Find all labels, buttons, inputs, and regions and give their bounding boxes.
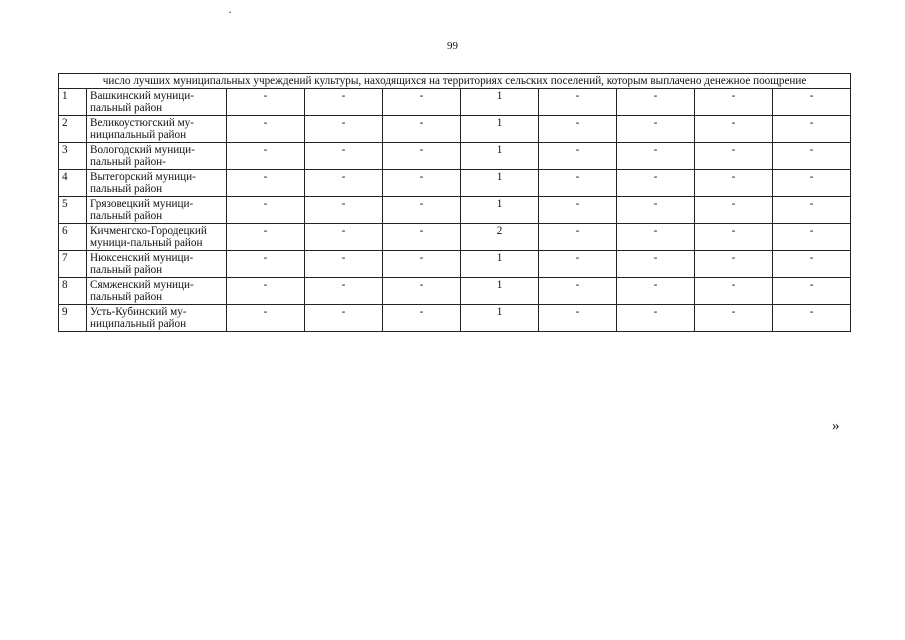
value-cell: - — [383, 170, 461, 197]
row-number: 5 — [59, 197, 87, 224]
district-name: Великоустюгский му-ниципальный район — [87, 116, 227, 143]
value-cell: - — [383, 143, 461, 170]
district-name: Кичменгско-Городецкий муници-пальный район — [87, 224, 227, 251]
value-cell: - — [227, 116, 305, 143]
district-name: Вологодский муници-пальный район- — [87, 143, 227, 170]
page-mark: · — [228, 5, 232, 19]
value-cell: - — [773, 170, 851, 197]
table-row — [59, 278, 851, 305]
row-number: 8 — [59, 278, 87, 305]
value-cell: 1 — [461, 170, 539, 197]
value-cell: - — [305, 224, 383, 251]
value-cell: - — [617, 251, 695, 278]
value-cell: 1 — [461, 89, 539, 116]
page-number: 99 — [447, 40, 458, 52]
row-number: 3 — [59, 143, 87, 170]
row-number: 4 — [59, 170, 87, 197]
data-table — [58, 73, 851, 332]
value-cell: - — [539, 278, 617, 305]
value-cell: - — [773, 116, 851, 143]
value-cell: 2 — [461, 224, 539, 251]
value-cell: - — [539, 89, 617, 116]
row-number: 6 — [59, 224, 87, 251]
value-cell: - — [383, 89, 461, 116]
table-row — [59, 89, 851, 116]
district-name: Сямженский муници-пальный район — [87, 278, 227, 305]
closing-quote: » — [832, 418, 840, 434]
value-cell: - — [617, 278, 695, 305]
value-cell: - — [695, 143, 773, 170]
value-cell: 1 — [461, 278, 539, 305]
value-cell: - — [383, 305, 461, 332]
value-cell: - — [773, 224, 851, 251]
table-body — [59, 74, 851, 332]
value-cell: - — [617, 170, 695, 197]
value-cell: - — [305, 197, 383, 224]
value-cell: - — [617, 143, 695, 170]
value-cell: - — [695, 89, 773, 116]
value-cell: - — [617, 305, 695, 332]
table-row — [59, 197, 851, 224]
value-cell: - — [773, 89, 851, 116]
value-cell: - — [695, 305, 773, 332]
value-cell: - — [305, 305, 383, 332]
value-cell: - — [383, 278, 461, 305]
district-name: Вашкинский муници-пальный район — [87, 89, 227, 116]
value-cell: - — [539, 197, 617, 224]
value-cell: - — [305, 116, 383, 143]
value-cell: - — [539, 224, 617, 251]
value-cell: - — [773, 305, 851, 332]
value-cell: - — [695, 116, 773, 143]
value-cell: - — [305, 278, 383, 305]
row-number: 1 — [59, 89, 87, 116]
value-cell: - — [227, 305, 305, 332]
district-name: Нюксенский муници-пальный район — [87, 251, 227, 278]
value-cell: - — [227, 197, 305, 224]
value-cell: - — [539, 170, 617, 197]
value-cell: - — [539, 143, 617, 170]
value-cell: 1 — [461, 116, 539, 143]
value-cell: - — [773, 197, 851, 224]
value-cell: - — [305, 251, 383, 278]
table-row — [59, 170, 851, 197]
value-cell: - — [695, 278, 773, 305]
value-cell: - — [383, 224, 461, 251]
value-cell: - — [695, 170, 773, 197]
row-number: 7 — [59, 251, 87, 278]
table-header: число лучших муниципальных учреждений культуры, находящихся на территориях сельских поселений, которым выплачено денежное поощрение — [59, 74, 851, 89]
value-cell: - — [305, 143, 383, 170]
value-cell: - — [617, 224, 695, 251]
value-cell: - — [227, 170, 305, 197]
value-cell: - — [227, 251, 305, 278]
table-row — [59, 251, 851, 278]
value-cell: - — [383, 116, 461, 143]
table-row — [59, 143, 851, 170]
district-name: Усть-Кубинский му-ниципальный район — [87, 305, 227, 332]
district-name: Грязовецкий муници-пальный район — [87, 197, 227, 224]
value-cell: - — [227, 278, 305, 305]
value-cell: - — [383, 197, 461, 224]
value-cell: - — [227, 89, 305, 116]
value-cell: 1 — [461, 143, 539, 170]
value-cell: - — [695, 251, 773, 278]
value-cell: - — [539, 305, 617, 332]
value-cell: - — [539, 251, 617, 278]
value-cell: - — [227, 143, 305, 170]
value-cell: - — [227, 224, 305, 251]
value-cell: - — [773, 251, 851, 278]
district-name: Вытегорский муници-пальный район — [87, 170, 227, 197]
table-row — [59, 224, 851, 251]
row-number: 9 — [59, 305, 87, 332]
table-header-row — [59, 74, 851, 89]
value-cell: - — [539, 116, 617, 143]
value-cell: - — [773, 143, 851, 170]
value-cell: - — [305, 170, 383, 197]
value-cell: - — [305, 89, 383, 116]
value-cell: 1 — [461, 197, 539, 224]
value-cell: - — [617, 197, 695, 224]
value-cell: - — [617, 89, 695, 116]
row-number: 2 — [59, 116, 87, 143]
value-cell: 1 — [461, 305, 539, 332]
value-cell: - — [773, 278, 851, 305]
value-cell: 1 — [461, 251, 539, 278]
value-cell: - — [695, 197, 773, 224]
value-cell: - — [383, 251, 461, 278]
table-row — [59, 305, 851, 332]
value-cell: - — [695, 224, 773, 251]
table-row — [59, 116, 851, 143]
value-cell: - — [617, 116, 695, 143]
